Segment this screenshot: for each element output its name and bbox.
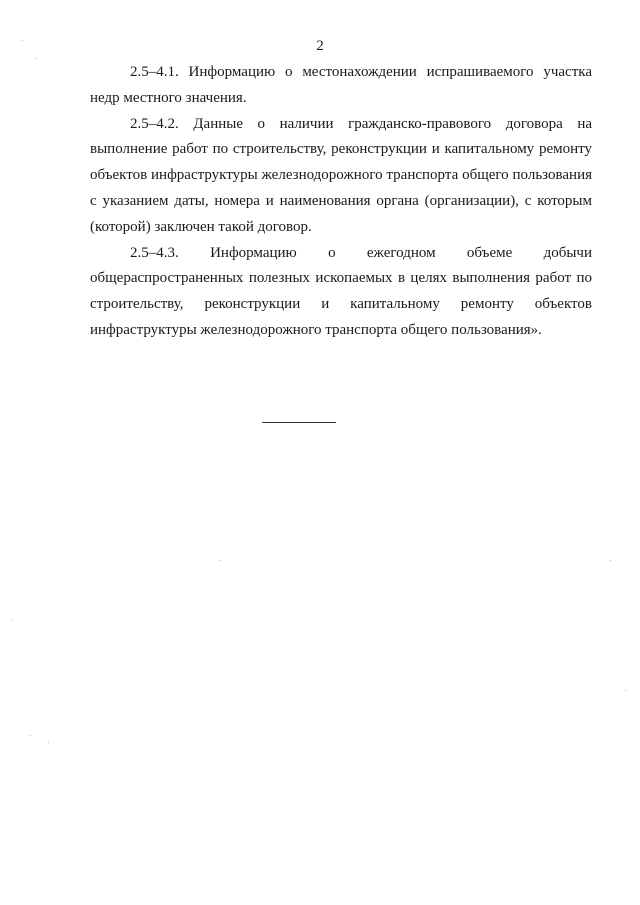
- scan-speck: [48, 742, 49, 743]
- end-of-text-rule: [262, 422, 336, 423]
- scan-speck: [220, 560, 221, 561]
- document-body: [90, 60, 592, 344]
- scan-speck: [610, 560, 611, 561]
- scan-speck: [22, 40, 23, 41]
- scan-speck: [12, 620, 13, 621]
- paragraph-2-5-4-2: 2.5–4.2. Данные о наличии гражданско-правового договора на выполнение работ по строительству, реконструкции и капитальному ремонту объектов инфраструктуры железнодорожного транспорта общего пользования с указанием даты, номера и наименования органа (организации), с которым (которой) заключен такой договор.: [90, 115, 592, 235]
- scan-speck: [625, 690, 626, 691]
- page-number: 2: [316, 38, 324, 54]
- paragraph-2-5-4-1: 2.5–4.1. Информацию о местонахождении испрашиваемого участка недр местного значения.: [90, 64, 592, 106]
- scan-speck: [30, 735, 31, 736]
- paragraph-2-5-4-3: 2.5–4.3. Информацию о ежегодном объеме добычи общераспространенных полезных ископаемых в целях выполнения работ по строительству, реконструкции и капитальному ремонту объектов инфраструктуры железнодорожного транспорта общего пользования».: [90, 244, 592, 338]
- scan-speck: [35, 58, 36, 59]
